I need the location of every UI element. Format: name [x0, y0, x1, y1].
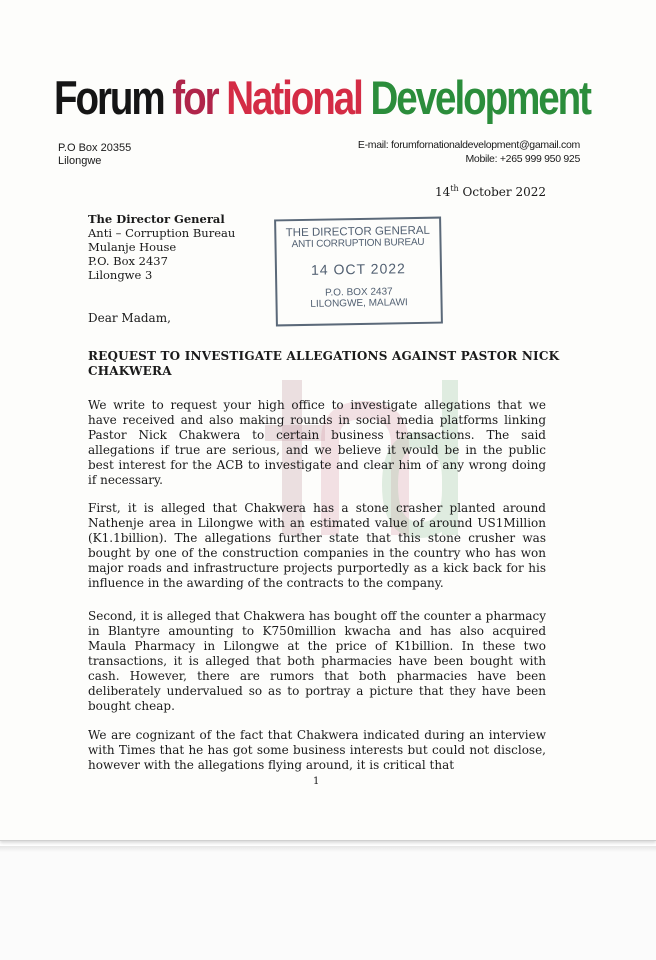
letter-subject: REQUEST TO INVESTIGATE ALLEGATIONS AGAINST PASTOR NICK CHAKWERA: [88, 349, 560, 378]
date-suffix: th: [450, 184, 459, 193]
body-paragraph: We are cognizant of the fact that Chakwera indicated during an interview with Times that he has got some business interests but could not disclose, however with the allegations flying around, it is critical that: [88, 728, 546, 772]
sender-contact: [358, 138, 580, 166]
stamp-line-bureau: ANTI CORRUPTION BUREAU: [291, 236, 425, 251]
date-day: 14: [435, 185, 451, 199]
letter-date: [435, 184, 546, 199]
page-number: 1: [313, 776, 320, 787]
recipient-city: Lilongwe 3: [88, 268, 153, 282]
stamp-city: LILONGWE, MALAWI: [310, 297, 408, 310]
recipient-building: Mulanje House: [88, 240, 177, 254]
org-name-word-national: National: [226, 71, 362, 124]
stamp-date: 14 OCT 2022: [310, 260, 406, 278]
body-paragraph: Second, it is alleged that Chakwera has bought off the counter a pharmacy in Blantyre amounting to K750million kwacha and has also acquired Maula Pharmacy in Lilongwe at the price of K1billion. In these two transactions, it is alleged that both pharmacies have been bought with cash. However, there are rumors that both pharmacies have been deliberately undervalued so as to portray a picture that they have been bought cheap.: [88, 609, 546, 713]
sender-address: [58, 142, 131, 168]
salutation: Dear Madam,: [88, 311, 171, 325]
organization-name: [54, 70, 590, 126]
recipient-title: The Director General: [88, 212, 225, 226]
next-page-edge: [0, 846, 656, 960]
sender-po-box: P.O Box 20355: [58, 142, 132, 154]
stamp-po-box: P.O. BOX 2437: [324, 286, 393, 299]
body-paragraph: First, it is alleged that Chakwera has a stone crasher planted around Nathenje area in Lilongwe with an estimated value of around US1Million (K1.1billion). The allegations further state that this stone crusher was bought by one of the construction companies in the country who has won major roads and infrastructure projects purportedly as a kick back for his influence in the awarding of the contracts to the company.: [88, 501, 546, 590]
org-name-word-forum: Forum: [54, 71, 164, 124]
sender-city: Lilongwe: [58, 155, 102, 167]
page-gap-shadow: [0, 846, 656, 852]
recipient-address: [88, 212, 235, 282]
date-month-year: October 2022: [458, 185, 546, 199]
recipient-organization: Anti – Corruption Bureau: [88, 226, 236, 240]
sender-email: E-mail: forumfornationaldevelopment@gamail.com: [357, 139, 580, 151]
org-name-word-for: for: [172, 71, 218, 124]
sender-mobile: Mobile: +265 999 950 925: [465, 153, 580, 165]
stamp-line-title: THE DIRECTOR GENERAL: [285, 224, 430, 240]
recipient-po-box: P.O. Box 2437: [88, 254, 168, 268]
org-name-word-development: Development: [370, 71, 590, 124]
received-stamp: [274, 217, 443, 327]
body-paragraph: We write to request your high office to investigate allegations that we have received and also making rounds in social media platforms linking Pastor Nick Chakwera to certain business transactions. The said allegations if true are serious, and we believe it would be in the public best interest for the ACB to investigate and clear him of any wrong doing if necessary.: [88, 398, 546, 487]
